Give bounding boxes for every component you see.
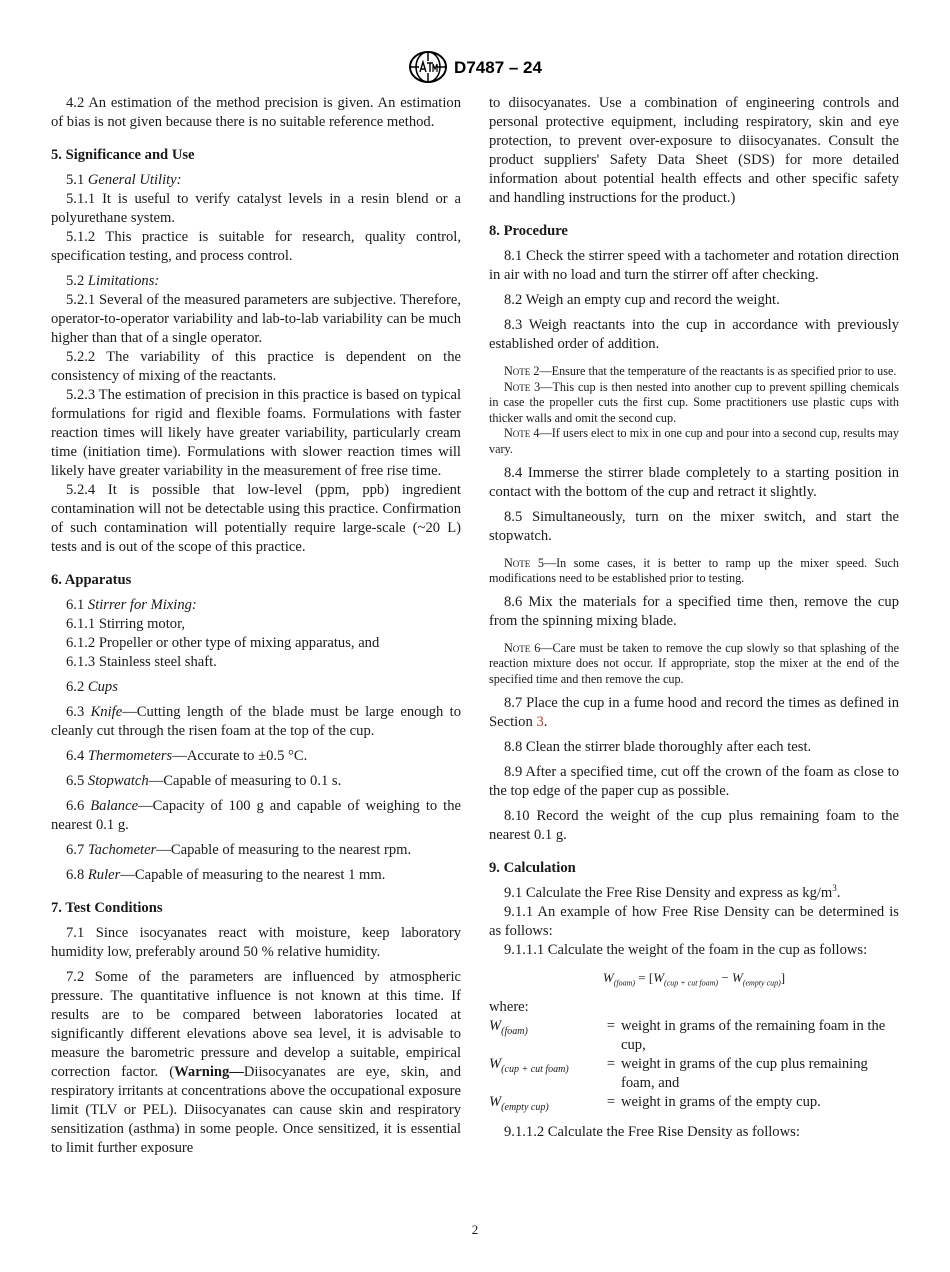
para-7-2: 7.2 Some of the parameters are influenced by atmospheric pressure. The quantitative influence is not known at this time. If results are to be compared between laboratories located at significantly different elevations above sea level, it is advisable to measure the barometric pressure and develop a suitable, empirical correction factor. (Warning—Diisocyanates are eye, skin, and respiratory irritants at concentrations above the occupational exposure limit (TLV or PEL). Diisocyanates can cause skin and respiratory sensitization (asthma) in some people. Once sensitized, it is essential to limit further exposure: [51, 969, 462, 1156]
para-8-8: 8.8 Clean the stirrer blade thoroughly after each test.: [504, 738, 812, 755]
para-8-4: 8.4 Immerse the stirrer blade completely to a starting position in contact with the bottom of the cup and retract it slightly.: [489, 464, 899, 500]
para-6-5: 6.5 Stopwatch—Capable of measuring to 0.1 s.: [66, 773, 342, 789]
para-6-1-1: 6.1.1 Stirring motor,: [66, 616, 186, 632]
para-9-1-1-1: 9.1.1.1 Calculate the weight of the foam in the cup as follows:: [504, 941, 868, 958]
para-6-3: 6.3 Knife—Cutting length of the blade must be large enough to cleanly cut through the risen foam at the top of the cup.: [51, 704, 462, 739]
para-8-5: 8.5 Simultaneously, turn on the mixer switch, and start the stopwatch.: [489, 508, 899, 544]
para-5-1-2: 5.1.2 This practice is suitable for research, quality control, specification testing, and process control.: [51, 229, 461, 264]
para-6-8: 6.8 Ruler—Capable of measuring to the nearest 1 mm.: [66, 867, 386, 883]
warning-label: Warning—: [174, 1064, 244, 1080]
section-5-title: 5. Significance and Use: [51, 147, 195, 163]
definition-foam: $W_{(foam)}$ = weight in grams of the remaining foam in the cup,: [489, 1018, 886, 1054]
para-6-1-2: 6.1.2 Propeller or other type of mixing apparatus, and: [66, 635, 380, 651]
para-8-7: 8.7 Place the cup in a fume hood and record the times as defined in Section 3.: [489, 694, 899, 730]
section-3-link[interactable]: 3: [536, 713, 544, 730]
para-7-2-continued: to diisocyanates. Use a combination of engineering controls and personal protective equipment, including respiratory, skin and eye protection, to prevent over-exposure to diisocyanates. Consult the product suppliers' Safety Data Sheet (SDS) for more detailed information about potential health effects and other specific safety and handling instructions for the product.): [489, 95, 899, 206]
notes-6: [489, 641, 899, 688]
para-5-1: 5.1 General Utility:: [66, 172, 182, 188]
para-8-10: 8.10 Record the weight of the cup plus remaining foam to the nearest 0.1 g.: [489, 807, 899, 843]
para-5-2-2: 5.2.2 The variability of this practice is dependent on the consistency of mixing of the reactants.: [51, 349, 461, 384]
para-9-1-1: 9.1.1 An example of how Free Rise Density can be determined is as follows:: [489, 903, 899, 939]
para-6-1-3: 6.1.3 Stainless steel shaft.: [66, 654, 217, 670]
para-8-1: 8.1 Check the stirrer speed with a tachometer and rotation direction in air with no load and turn the stirrer off after checking.: [489, 248, 899, 283]
note-5: Note 5—In some cases, it is better to ramp up the mixer speed. Such modifications need to be established prior to testing.: [489, 555, 900, 586]
note-6: Note 6—Care must be taken to remove the cup slowly so that splashing of the reaction mixture does not occur. If appropriate, stop the mixer at the end of the specified time and then remove the cup.: [489, 640, 899, 686]
para-7-1: 7.1 Since isocyanates react with moisture, keep laboratory humidity low, preferably around 50 % relative humidity.: [51, 925, 461, 960]
para-6-7: 6.7 Tachometer—Capable of measuring to the nearest rpm.: [66, 842, 412, 858]
note-2: Note 2—Ensure that the temperature of the reactants is as specified prior to use.: [504, 364, 897, 378]
definition-empty-cup: $W_{(empty cup)}$ = weight in grams of the empty cup.: [489, 1094, 821, 1114]
notes-2-4: [489, 364, 899, 458]
para-8-9: 8.9 After a specified time, cut off the crown of the foam as close to the top edge of the paper cup as possible.: [489, 763, 899, 799]
astm-logo-icon: [408, 50, 448, 84]
para-5-2-3: 5.2.3 The estimation of precision in this practice is based on typical formulations for rigid and flexible foams. Formulations with faster reaction times will likely have greater variability, particularly cream time (initiation time). Formulations with slower reaction times will likely have greater variability in the measurement of free rise time.: [51, 387, 461, 479]
note-4: Note 4—If users elect to mix in one cup and pour into a second cup, results may vary.: [489, 426, 900, 456]
notes-5: [489, 556, 899, 587]
para-9-1: 9.1 Calculate the Free Rise Density and express as $kg/m^3$.: [504, 882, 841, 901]
para-6-6: 6.6 Balance—Capacity of 100 g and capable of weighing to the nearest 0.1 g.: [51, 798, 461, 833]
section-7-title: 7. Test Conditions: [51, 900, 163, 916]
para-4-2: 4.2 An estimation of the method precision is given. An estimation of bias is not given because there is no suitable reference method.: [51, 95, 461, 130]
left-column: [51, 94, 461, 1158]
page-number: 2: [471, 1222, 479, 1237]
para-5-2-1: 5.2.1 Several of the measured parameters are subjective. Therefore, operator-to-operator variability and lab-to-lab variability can be much higher than that of a single operator.: [51, 292, 461, 346]
para-9-1-1-2: 9.1.1.2 Calculate the Free Rise Density as follows:: [504, 1124, 800, 1141]
document-id: D7487 – 24: [454, 57, 542, 77]
right-column: [489, 94, 899, 1142]
section-8-title: 8. Procedure: [489, 223, 568, 239]
para-6-2: 6.2 Cups: [66, 679, 118, 695]
foam-weight-formula: $W_{(foam)} = [W_{(cup + cut foam)} - W_{(empty cup)}]$: [602, 969, 786, 988]
para-5-1-1: 5.1.1 It is useful to verify catalyst levels in a resin blend or a polyurethane system.: [51, 191, 461, 226]
page-header: [0, 50, 950, 84]
para-5-2: 5.2 Limitations:: [66, 273, 160, 289]
section-9-title: 9. Calculation: [489, 859, 576, 876]
definition-cup-plus-cut-foam: $W_{(cup + cut foam)}$ = weight in grams of the cup plus remaining foam, and: [489, 1056, 868, 1092]
section-6-title: 6. Apparatus: [51, 572, 132, 588]
para-6-1: 6.1 Stirrer for Mixing:: [66, 597, 197, 613]
para-6-4: 6.4 Thermometers—Accurate to ±0.5 °C.: [66, 748, 308, 764]
note-3: Note 3—This cup is then nested into another cup to prevent spilling chemicals in case the propeller cuts the first cup. Some practitioners use plastic cups with thicker walls and omit the second cup.: [489, 379, 899, 425]
para-8-6: 8.6 Mix the materials for a specified time then, remove the cup from the spinning mixing blade.: [489, 593, 899, 629]
para-5-2-4: 5.2.4 It is possible that low-level (ppm, ppb) ingredient contamination will not be detectable using this practice. Confirmation of such contamination will potentially require large-scale (~20 L) tests and is out of the scope of this practice.: [51, 482, 461, 555]
where-label: where:: [489, 999, 529, 1016]
para-8-2: 8.2 Weigh an empty cup and record the weight.: [504, 292, 780, 308]
para-8-3: 8.3 Weigh reactants into the cup in accordance with previously established order of addition.: [489, 317, 899, 352]
